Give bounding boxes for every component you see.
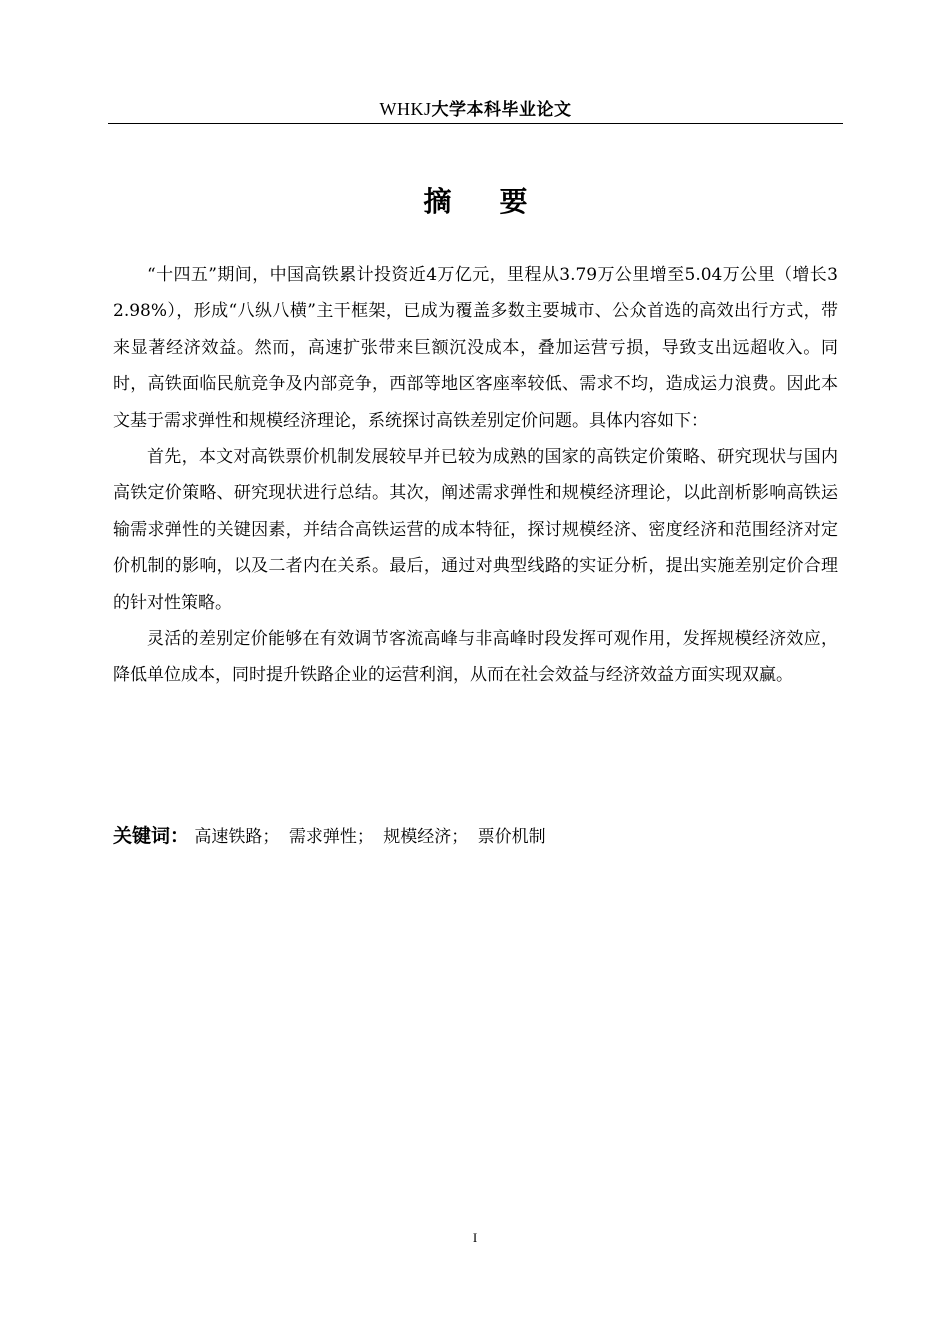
keyword-item: 票价机制: [477, 827, 546, 847]
header-title: 大学本科毕业论文: [431, 100, 572, 120]
header-prefix: WHKJ: [379, 99, 432, 119]
abstract-body: [113, 257, 838, 694]
keyword-item: 规模经济；: [383, 827, 469, 847]
header-rule: [108, 123, 843, 124]
page-number: I: [472, 1230, 478, 1245]
running-header: [108, 96, 843, 122]
abstract-paragraph: “十四五”期间，中国高铁累计投资近4万亿元，里程从3.79万公里增至5.04万公里（增长32.98%），形成“八纵八横”主干框架，已成为覆盖多数主要城市、公众首选的高效出行方式，带来显著经济效益。然而，高速扩张带来巨额沉没成本，叠加运营亏损，导致支出远超收入。同时，高铁面临民航竞争及内部竞争，西部等地区客座率较低、需求不均，造成运力浪费。因此本文基于需求弹性和规模经济理论，系统探讨高铁差别定价问题。具体内容如下：: [113, 265, 838, 431]
keywords-line: [113, 820, 838, 853]
abstract-paragraph: 灵活的差别定价能够在有效调节客流高峰与非高峰时段发挥可观作用，发挥规模经济效应，降低单位成本，同时提升铁路企业的运营利润，从而在社会效益与经济效益方面实现双赢。: [113, 629, 838, 686]
keywords-label: 关键词：: [113, 825, 190, 847]
abstract-paragraph: 首先，本文对高铁票价机制发展较早并已较为成熟的国家的高铁定价策略、研究现状与国内高铁定价策略、研究现状进行总结。其次，阐述需求弹性和规模经济理论，以此剖析影响高铁运输需求弹性的关键因素，并结合高铁运营的成本特征，探讨规模经济、密度经济和范围经济对定价机制的影响，以及二者内在关系。最后，通过对典型线路的实证分析，提出实施差别定价合理的针对性策略。: [113, 447, 838, 613]
keyword-item: 需求弹性；: [288, 827, 374, 847]
abstract-title: 摘要: [423, 185, 576, 218]
keyword-item: 高速铁路；: [194, 827, 280, 847]
